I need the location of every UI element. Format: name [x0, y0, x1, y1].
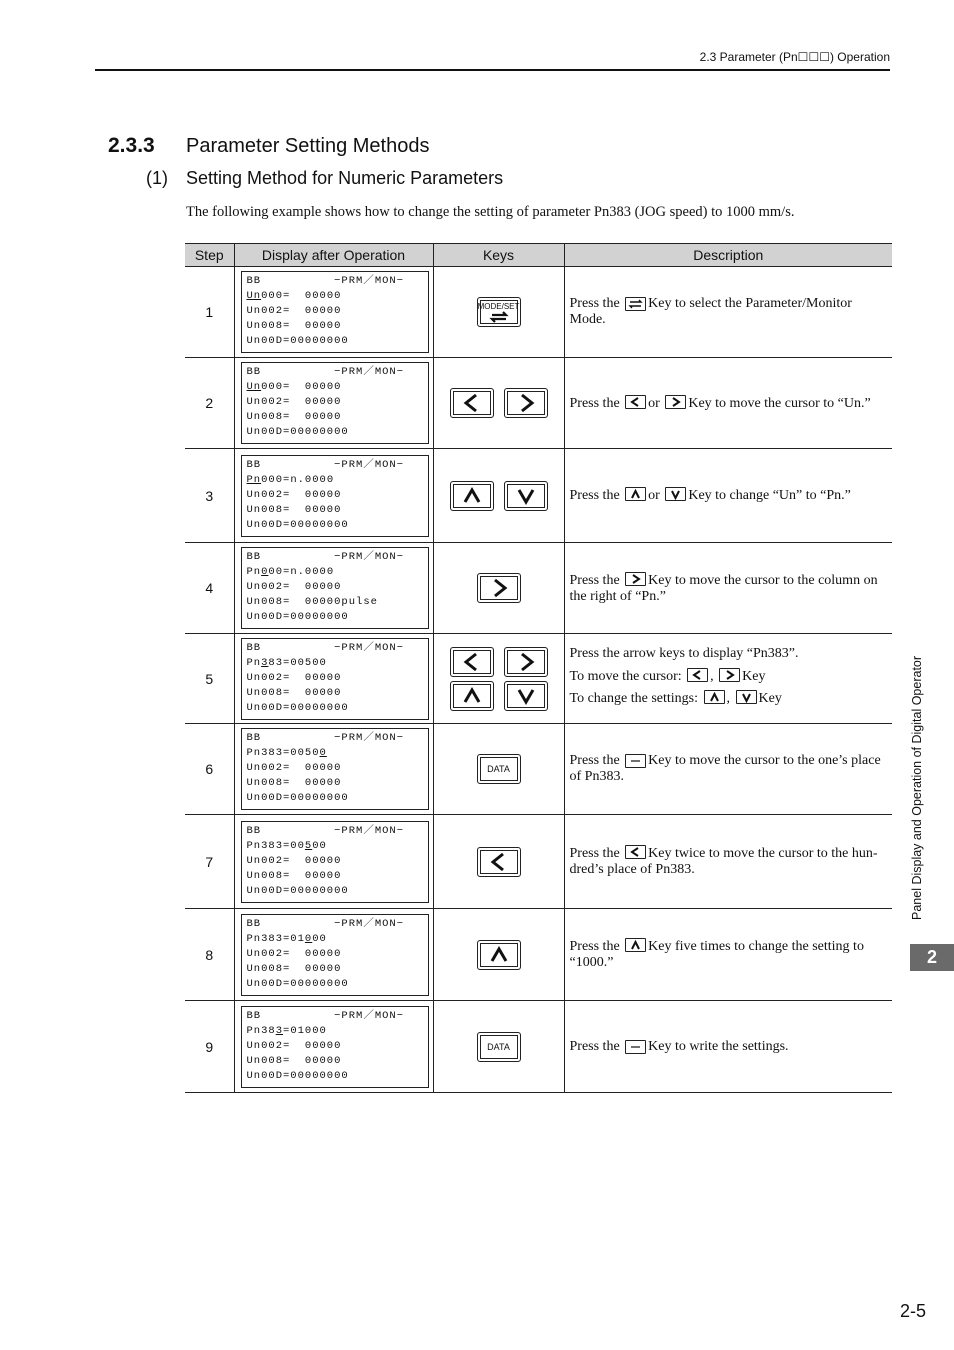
data-key-icon — [625, 754, 646, 768]
display-text: Un00D=00000000 — [246, 701, 349, 714]
up-arrow-key-icon — [625, 487, 646, 501]
display-line — [247, 334, 428, 349]
description-text: , — [726, 690, 730, 706]
key-row — [434, 647, 564, 677]
step-number: 6 — [185, 724, 234, 815]
display-text: BB −PRM／MON− — [246, 824, 405, 837]
description-line — [570, 938, 887, 971]
description-cell — [564, 909, 892, 1001]
description-cell — [564, 358, 892, 449]
description-text: Press the — [569, 1038, 620, 1054]
keys-cell — [433, 358, 564, 449]
display-line — [247, 1069, 428, 1084]
left-arrow-key-icon — [486, 849, 512, 875]
left-arrow-key[interactable] — [450, 388, 494, 418]
display-line — [247, 869, 428, 884]
operator-display — [241, 362, 429, 444]
description-cell — [564, 1001, 892, 1093]
display-text: Un00D=00000000 — [246, 335, 349, 347]
display-text: Un002= 00000 — [246, 854, 342, 867]
description-text: , — [710, 668, 714, 684]
description-line — [570, 646, 887, 662]
operator-display — [241, 728, 429, 810]
description-line — [570, 296, 887, 328]
cursor-segment: 3 — [261, 656, 269, 669]
display-line — [247, 854, 428, 869]
step-number: 9 — [185, 1001, 234, 1093]
description-line — [570, 690, 887, 707]
step-number: 8 — [185, 909, 234, 1001]
display-line — [247, 701, 428, 716]
cursor-segment: 0 — [319, 747, 327, 759]
down-arrow-key-icon — [513, 483, 539, 509]
description-line — [570, 395, 887, 412]
display-cell — [234, 724, 433, 815]
left-arrow-key-icon — [459, 390, 485, 416]
step-number: 2 — [185, 358, 234, 449]
display-line — [247, 410, 428, 425]
cursor-segment: Un — [246, 381, 262, 393]
cursor-segment: Pn — [246, 473, 262, 486]
display-text: Un008= 00000 — [246, 962, 342, 975]
display-line — [247, 458, 428, 473]
cursor-segment: 3 — [275, 1024, 284, 1037]
description-text: Key five times to change the setting to “1000.” — [569, 939, 864, 970]
description-text: Press the arrow keys to display “Pn383”. — [569, 645, 799, 661]
display-text: Pn383=00 — [246, 839, 305, 852]
display-text: BB −PRM／MON− — [246, 275, 405, 287]
running-head: 2.3 Parameter (Pn☐☐☐) Operation — [699, 50, 890, 64]
display-text: 000=n.0000 — [261, 473, 335, 486]
left-arrow-key-icon — [625, 395, 646, 409]
description-text: Key to move the cursor to the one’s place of Pn383. — [569, 753, 881, 784]
display-line — [247, 580, 428, 595]
table-row — [185, 634, 892, 724]
display-text: Un00D=00000000 — [246, 611, 349, 623]
cycle-arrow-icon — [488, 311, 510, 323]
section-number: 2.3.3 — [108, 134, 155, 157]
description-line — [570, 753, 887, 785]
display-text: Un002= 00000 — [246, 488, 342, 501]
description-text: Press the — [569, 846, 620, 861]
display-line — [247, 304, 428, 319]
table-body — [185, 267, 892, 1093]
down-arrow-key[interactable] — [504, 681, 548, 711]
display-line — [247, 610, 428, 625]
display-line — [247, 791, 428, 806]
display-text: 00 — [312, 932, 327, 945]
header-display: Display after Operation — [234, 244, 433, 267]
left-arrow-key-icon — [459, 649, 485, 675]
description-cell — [564, 449, 892, 543]
display-line — [247, 932, 428, 947]
description-text: To move the cursor: — [569, 668, 682, 684]
description-text: Press the — [569, 395, 620, 411]
header-keys: Keys — [433, 244, 564, 267]
table-row — [185, 909, 892, 1001]
right-arrow-key-icon — [665, 395, 686, 409]
display-text: 83=00500 — [268, 656, 327, 669]
key-row — [434, 481, 564, 511]
display-cell — [234, 815, 433, 909]
right-arrow-key-icon — [486, 575, 512, 601]
display-line — [247, 274, 428, 289]
right-arrow-key-icon — [513, 390, 539, 416]
description-text: Key to select the Parameter/Monitor Mode. — [569, 296, 852, 327]
display-line — [247, 380, 428, 395]
down-arrow-key[interactable] — [504, 481, 548, 511]
display-line — [247, 824, 428, 839]
display-text: BB −PRM／MON− — [246, 917, 405, 930]
description-line — [570, 487, 887, 504]
description-line — [570, 572, 887, 605]
key-row — [434, 847, 564, 877]
display-text: Un008= 00000 — [246, 869, 342, 882]
display-line — [247, 503, 428, 518]
display-text: Un00D=00000000 — [246, 884, 349, 897]
table-row — [185, 543, 892, 634]
display-text: BB −PRM／MON− — [246, 366, 405, 378]
display-text: 000= 00000 — [261, 290, 342, 302]
description-text: To change the settings: — [569, 690, 698, 706]
operator-display — [241, 455, 429, 537]
step-number: 1 — [185, 267, 234, 358]
step-number: 7 — [185, 815, 234, 909]
description-text: Key to move the cursor to “Un.” — [688, 395, 871, 411]
description-line — [570, 1039, 887, 1055]
description-cell — [564, 815, 892, 909]
mode-set-key-label: MODE/SET — [477, 301, 520, 311]
up-arrow-key[interactable] — [450, 481, 494, 511]
step-number: 5 — [185, 634, 234, 724]
description-line — [570, 668, 887, 685]
keys-cell — [433, 267, 564, 358]
description-cell — [564, 724, 892, 815]
display-line — [247, 395, 428, 410]
display-line — [247, 595, 428, 610]
key-row — [434, 388, 564, 418]
down-arrow-key-icon — [736, 690, 757, 704]
description-text: Key — [742, 668, 766, 684]
description-text: Press the — [569, 572, 620, 588]
display-line — [247, 365, 428, 380]
display-text: Un00D=00000000 — [246, 792, 349, 804]
display-text: 00 — [312, 839, 327, 852]
display-text: Pn — [246, 656, 262, 669]
description-text: Press the — [569, 296, 620, 311]
display-line — [247, 746, 428, 761]
display-line — [247, 1024, 428, 1039]
up-arrow-key-icon — [459, 683, 485, 709]
data-key[interactable]: DATA — [477, 1032, 521, 1062]
display-text: Un008= 00000 — [246, 503, 342, 516]
display-text: Un008= 00000 — [246, 411, 342, 423]
key-row — [434, 681, 564, 711]
operator-display — [241, 638, 429, 720]
description-text: or — [648, 395, 660, 411]
subsection-number: (1) — [146, 168, 168, 188]
display-text: Pn38 — [246, 1024, 276, 1037]
table-row — [185, 815, 892, 909]
left-arrow-key-icon — [625, 845, 646, 859]
display-cell — [234, 1001, 433, 1093]
display-cell — [234, 449, 433, 543]
description-cell — [564, 634, 892, 724]
display-text: =01000 — [283, 1024, 327, 1037]
keys-cell — [433, 634, 564, 724]
cursor-segment: Un — [246, 290, 262, 302]
display-line — [247, 839, 428, 854]
display-line — [247, 473, 428, 488]
table-row — [185, 267, 892, 358]
up-arrow-key[interactable] — [450, 681, 494, 711]
display-text: BB −PRM／MON− — [246, 458, 405, 471]
display-line — [247, 488, 428, 503]
display-line — [247, 425, 428, 440]
description-text: Key to move the cursor to the column on the right of “Pn.” — [569, 572, 878, 604]
display-line — [247, 884, 428, 899]
page-number: 2-5 — [900, 1301, 927, 1321]
display-line — [247, 686, 428, 701]
keys-cell — [433, 449, 564, 543]
table-header-row — [185, 244, 892, 267]
display-text: Un002= 00000 — [246, 947, 342, 960]
mode-set-key-icon — [625, 297, 646, 311]
display-text: Pn383=0050 — [246, 747, 320, 759]
keys-cell — [433, 724, 564, 815]
left-arrow-key-icon — [687, 668, 708, 682]
display-cell — [234, 634, 433, 724]
display-text: Un00D=00000000 — [246, 426, 349, 438]
right-arrow-key[interactable] — [504, 388, 548, 418]
cursor-segment: 5 — [304, 839, 313, 852]
description-cell — [564, 543, 892, 634]
display-text: Un00D=00000000 — [246, 1069, 349, 1082]
operator-display — [241, 547, 429, 629]
description-text: Key — [758, 690, 782, 706]
display-line — [247, 1009, 428, 1024]
display-line — [247, 518, 428, 533]
display-text: Un00D=00000000 — [246, 977, 349, 990]
display-text: BB −PRM／MON− — [246, 1009, 405, 1022]
description-cell — [564, 267, 892, 358]
down-arrow-key-icon — [513, 683, 539, 709]
right-arrow-key-icon — [513, 649, 539, 675]
display-line — [247, 656, 428, 671]
display-line — [247, 977, 428, 992]
display-text: Un002= 00000 — [246, 762, 342, 774]
down-arrow-key-icon — [665, 487, 686, 501]
step-number: 4 — [185, 543, 234, 634]
key-row — [434, 1032, 564, 1062]
right-arrow-key[interactable] — [504, 647, 548, 677]
operator-display — [241, 914, 429, 996]
up-arrow-key[interactable] — [477, 940, 521, 970]
display-cell — [234, 267, 433, 358]
right-arrow-key-icon — [719, 668, 740, 682]
subsection-title: Setting Method for Numeric Parameters — [186, 168, 504, 188]
display-text: Un008= 00000 — [246, 320, 342, 332]
display-line — [247, 962, 428, 977]
section-title: Parameter Setting Methods — [186, 135, 430, 157]
cursor-segment: 0 — [304, 932, 313, 945]
display-line — [247, 1039, 428, 1054]
operator-display — [241, 271, 429, 353]
table-row — [185, 724, 892, 815]
display-text: Pn — [246, 566, 262, 578]
left-arrow-key[interactable] — [477, 847, 521, 877]
description-text: or — [648, 488, 660, 503]
display-line — [247, 671, 428, 686]
display-text: Un008= 00000pulse — [246, 596, 378, 608]
side-chapter-label: Panel Display and Operation of Digital Operator — [910, 655, 924, 920]
display-text: 000= 00000 — [261, 381, 342, 393]
display-text: Un008= 00000 — [246, 1054, 342, 1067]
display-text: 00=n.0000 — [268, 566, 335, 578]
description-text: Press the — [569, 753, 620, 768]
display-cell — [234, 358, 433, 449]
description-text: Press the — [569, 488, 620, 503]
display-line — [247, 319, 428, 334]
up-arrow-key-icon — [625, 938, 646, 952]
display-line — [247, 1054, 428, 1069]
display-text: BB −PRM／MON− — [246, 641, 405, 654]
table-row — [185, 1001, 892, 1093]
key-row — [434, 754, 564, 784]
display-text: Pn383=01 — [246, 932, 305, 945]
data-key[interactable]: DATA — [477, 754, 521, 784]
description-text: Press the — [569, 939, 620, 954]
display-line — [247, 947, 428, 962]
mode-set-key[interactable] — [477, 297, 521, 327]
intro-paragraph: The following example shows how to change the setting of parameter Pn383 (JOG speed) to 1000 mm/s. — [186, 204, 795, 220]
display-line — [247, 761, 428, 776]
display-line — [247, 731, 428, 746]
display-text: BB −PRM／MON− — [246, 551, 405, 563]
cursor-segment: 0 — [261, 566, 269, 578]
display-cell — [234, 543, 433, 634]
display-text: Un002= 00000 — [246, 396, 342, 408]
header-step: Step — [185, 244, 234, 267]
display-line — [247, 550, 428, 565]
steps-table — [185, 243, 892, 1093]
up-arrow-key-icon — [704, 690, 725, 704]
description-text: Key twice to move the cursor to the hun-dred’s place of Pn383. — [569, 846, 878, 877]
keys-cell — [433, 815, 564, 909]
up-arrow-key-icon — [486, 942, 512, 968]
display-line — [247, 776, 428, 791]
display-text: Un002= 00000 — [246, 671, 342, 684]
keys-cell — [433, 543, 564, 634]
display-cell — [234, 909, 433, 1001]
display-text: BB −PRM／MON− — [246, 732, 405, 744]
table-row — [185, 449, 892, 543]
display-line — [247, 641, 428, 656]
description-line — [570, 845, 887, 878]
display-text: Un00D=00000000 — [246, 518, 349, 531]
operator-display — [241, 1006, 429, 1088]
display-text: Un002= 00000 — [246, 581, 342, 593]
display-line — [247, 289, 428, 304]
operator-display — [241, 821, 429, 903]
right-arrow-key-icon — [625, 572, 646, 586]
key-row — [434, 297, 564, 327]
key-row — [434, 573, 564, 603]
key-row — [434, 940, 564, 970]
keys-cell — [433, 1001, 564, 1093]
display-text: Un002= 00000 — [246, 305, 342, 317]
display-line — [247, 565, 428, 580]
step-number: 3 — [185, 449, 234, 543]
display-text: Un008= 00000 — [246, 686, 342, 699]
description-text: Key to write the settings. — [648, 1038, 789, 1054]
up-arrow-key-icon — [459, 483, 485, 509]
table-row — [185, 358, 892, 449]
left-arrow-key[interactable] — [450, 647, 494, 677]
data-key-icon — [625, 1040, 646, 1054]
display-line — [247, 917, 428, 932]
keys-cell — [433, 909, 564, 1001]
description-text: Key to change “Un” to “Pn.” — [688, 488, 851, 503]
header-description: Description — [564, 244, 892, 267]
display-text: Un002= 00000 — [246, 1039, 342, 1052]
chapter-tab: 2 — [910, 944, 954, 971]
display-text: Un008= 00000 — [246, 777, 342, 789]
header-rule — [95, 69, 890, 71]
right-arrow-key[interactable] — [477, 573, 521, 603]
